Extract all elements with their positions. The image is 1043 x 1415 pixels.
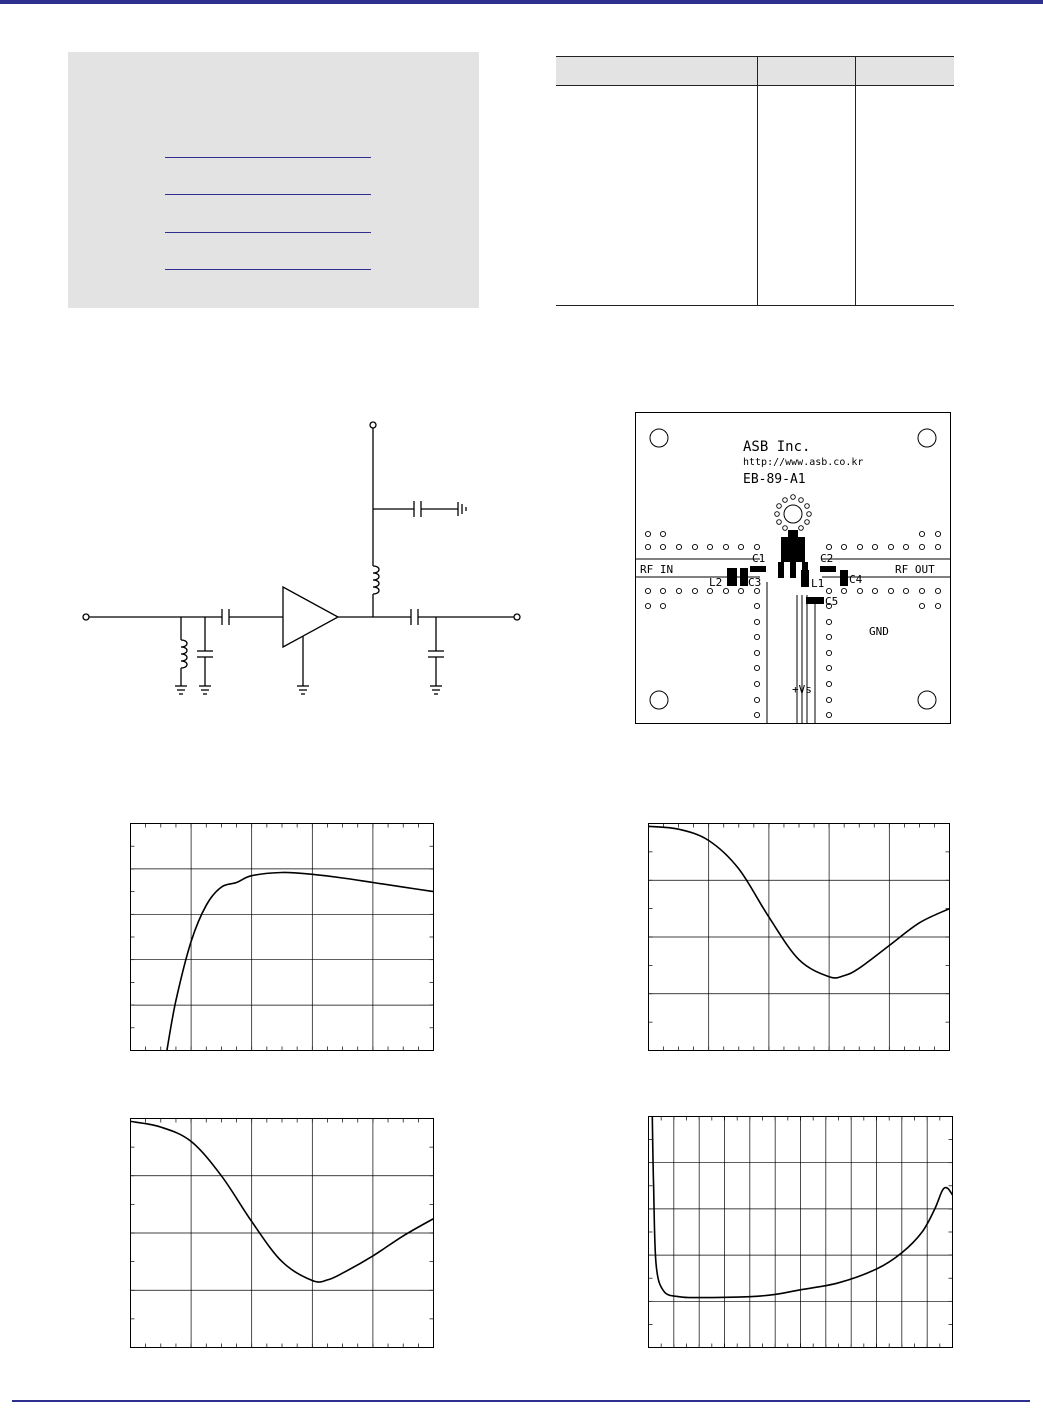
plot-frame: [131, 824, 434, 1051]
pcb-c4-label: C4: [849, 573, 863, 586]
spec-box: [68, 52, 479, 308]
pcb-board-id: EB-89-A1: [743, 472, 806, 487]
pcb-l2-label: L2: [709, 576, 723, 589]
spec-blank-line: [165, 194, 371, 195]
series-line: [649, 826, 950, 978]
pcb-c3-label: C3: [748, 576, 762, 589]
pcb-c2-label: C2: [820, 552, 834, 565]
pcb-rf-out-label: RF OUT: [895, 563, 935, 576]
series-line: [652, 1117, 952, 1298]
pcb-l1-label: L1: [811, 577, 825, 590]
table-column-divider: [855, 56, 856, 306]
spec-blank-line: [165, 157, 371, 158]
pcb-gnd-label: GND: [869, 625, 889, 638]
performance-chart-4: [648, 1116, 953, 1348]
table-header: [556, 56, 954, 86]
table-bottom-rule: [556, 305, 954, 306]
pcb-url: http://www.asb.co.kr: [743, 457, 864, 468]
evaluation-board-layout: [635, 412, 951, 724]
spec-blank-line: [165, 269, 371, 270]
table-column-divider: [757, 56, 758, 306]
series-line: [167, 872, 434, 1050]
series-line: [131, 1121, 434, 1282]
top-rule: [0, 0, 1043, 4]
pcb-vs-label: +Vs: [792, 683, 812, 696]
performance-chart-3: [130, 1118, 434, 1348]
pcb-company: ASB Inc.: [743, 439, 811, 455]
pcb-rf-in-label: RF IN: [640, 563, 674, 576]
bottom-rule: [12, 1400, 1030, 1402]
spec-blank-line: [165, 232, 371, 233]
application-circuit: [70, 410, 530, 710]
parts-table: [556, 56, 954, 306]
performance-chart-2: [648, 823, 950, 1051]
pcb-c5-label: C5: [825, 595, 839, 608]
pcb-c1-label: C1: [752, 552, 766, 565]
performance-chart-1: [130, 823, 434, 1051]
